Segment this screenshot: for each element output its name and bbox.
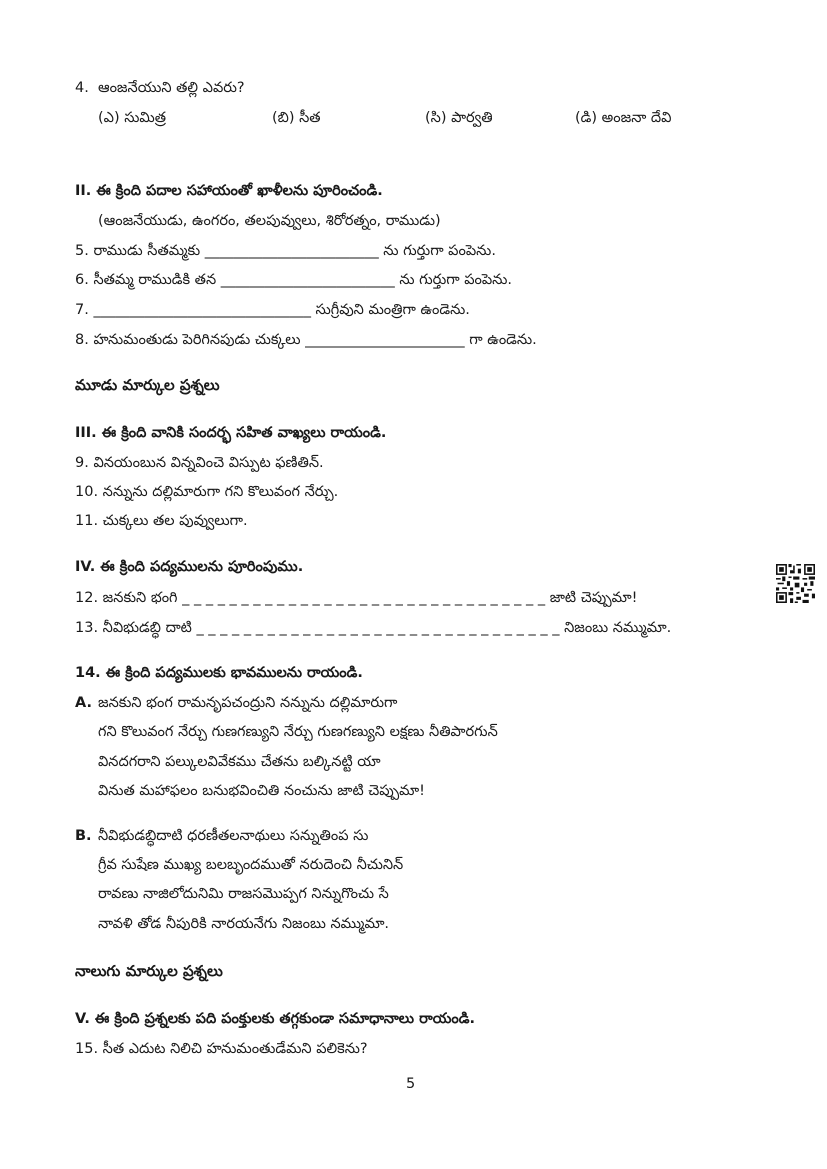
section-4-heading: IV. ఈ క్రింది పద్యములను పూరింపుము.: [75, 559, 304, 575]
poem-fill-12: 12. జనకుని భంగి _ _ _ _ _ _ _ _ _ _ _ _ _ _ _ _ _ _ _ _ _ _ _ _ _ _ _ _ _ _ _ జాటి చెప్పుమా!: [75, 590, 638, 606]
word-bank: (ఆంజనేయుడు, ఉంగరం, తలపువ్వులు, శిరోరత్నం, రాముడు): [98, 213, 441, 229]
fill-blank-8: 8. హనుమంతుడు పెరిగినపుడు చుక్కలు ______________________ గా ఉండెను.: [75, 332, 537, 348]
option-c: (సి) పార్వతి: [425, 110, 493, 126]
poem-a-line-3: వినదగరాని పల్కులవివేకము చేతను బల్కినట్టి యా: [98, 754, 381, 770]
poem-a-line-4: వినుత మహాఫలం బనుభవించితి నంచును జాటి చెప్పుమా!: [98, 783, 425, 799]
section-5-heading: V. ఈ క్రింది ప్రశ్నలకు పది పంక్తులకు తగ్గకుండా సమాధానాలు రాయండి.: [75, 1011, 475, 1027]
option-d: (డి) అంజనా దేవి: [575, 110, 672, 126]
poem-fill-13: 13. నీవిభుడబ్ధి దాటి _ _ _ _ _ _ _ _ _ _ _ _ _ _ _ _ _ _ _ _ _ _ _ _ _ _ _ _ _ _ _ నిజంబు నమ్ముమా.: [75, 620, 672, 636]
context-item-11: 11. చుక్కలు తల పువ్వులుగా.: [75, 513, 248, 529]
question-14-heading: 14. ఈ క్రింది పద్యములకు భావములను రాయండి.: [75, 665, 363, 681]
option-b: (బి) సీత: [272, 110, 321, 126]
three-marks-heading: మూడు మార్కుల ప్రశ్నలు: [75, 376, 220, 394]
question-4-number: 4.: [75, 80, 89, 96]
long-answer-15: 15. సీత ఎదుట నిలిచి హనుమంతుడేమని పలికెను?: [75, 1041, 368, 1057]
fill-blank-6: 6. సీతమ్మ రాముడికి తన ________________________ ను గుర్తుగా పంపెను.: [75, 272, 512, 288]
poem-a-line-2: గని కొలువంగ నేర్చు గుణగణ్యుని నేర్చు గుణగణ్యుని లక్షణు నీతిపారగున్: [98, 724, 498, 740]
fill-blank-7: 7. ______________________________ సుగ్రీవుని మంత్రిగా ఉండెను.: [75, 302, 470, 318]
question-4-text: ఆంజనేయుని తల్లి ఎవరు?: [98, 80, 245, 96]
poem-b-line-1: నీవిభుడబ్ధిదాటి ధరణీతలనాథులు సన్నుతింప సు: [98, 828, 369, 844]
context-item-10: 10. నన్నును దల్లిమారుగా గని కొలువంగ నేర్చు.: [75, 484, 339, 500]
page-number: 5: [406, 1076, 416, 1092]
qr-code-icon: [776, 564, 815, 603]
option-a: (ఎ) సుమిత్ర: [98, 110, 167, 126]
poem-b-line-2: గ్రీవ సుషేణ ముఖ్య బలబృందముతో నరుదెంచి నీచునిన్: [98, 857, 404, 873]
four-marks-heading: నాలుగు మార్కుల ప్రశ్నలు: [75, 962, 223, 980]
section-2-heading: II. ఈ క్రింది పదాల సహాయంతో ఖాళీలను పూరించండి.: [75, 183, 383, 199]
poem-b-line-3: రావణు నాజిలోదునిమి రాజసమొప్పగ నిన్నుగొంచు సే: [98, 886, 389, 902]
fill-blank-5: 5. రాముడు సీతమ్మకు ________________________ ను గుర్తుగా పంపెను.: [75, 243, 496, 259]
poem-b-line-4: నావళి తోడ నీపురికి నారయనేగు నిజంబు నమ్ముమా.: [98, 916, 390, 932]
poem-a-line-1: జనకుని భంగ రామనృపచంద్రుని నన్నును దల్లిమారుగా: [98, 695, 398, 711]
section-3-heading: III. ఈ క్రింది వానికి సందర్భ సహిత వాఖ్యలు రాయండి.: [75, 425, 387, 441]
poem-b-label: B.: [75, 828, 92, 844]
poem-a-label: A.: [75, 695, 92, 711]
context-item-9: 9. వినయంబున విన్నవించె విస్పుట ఫణితిన్.: [75, 455, 324, 471]
